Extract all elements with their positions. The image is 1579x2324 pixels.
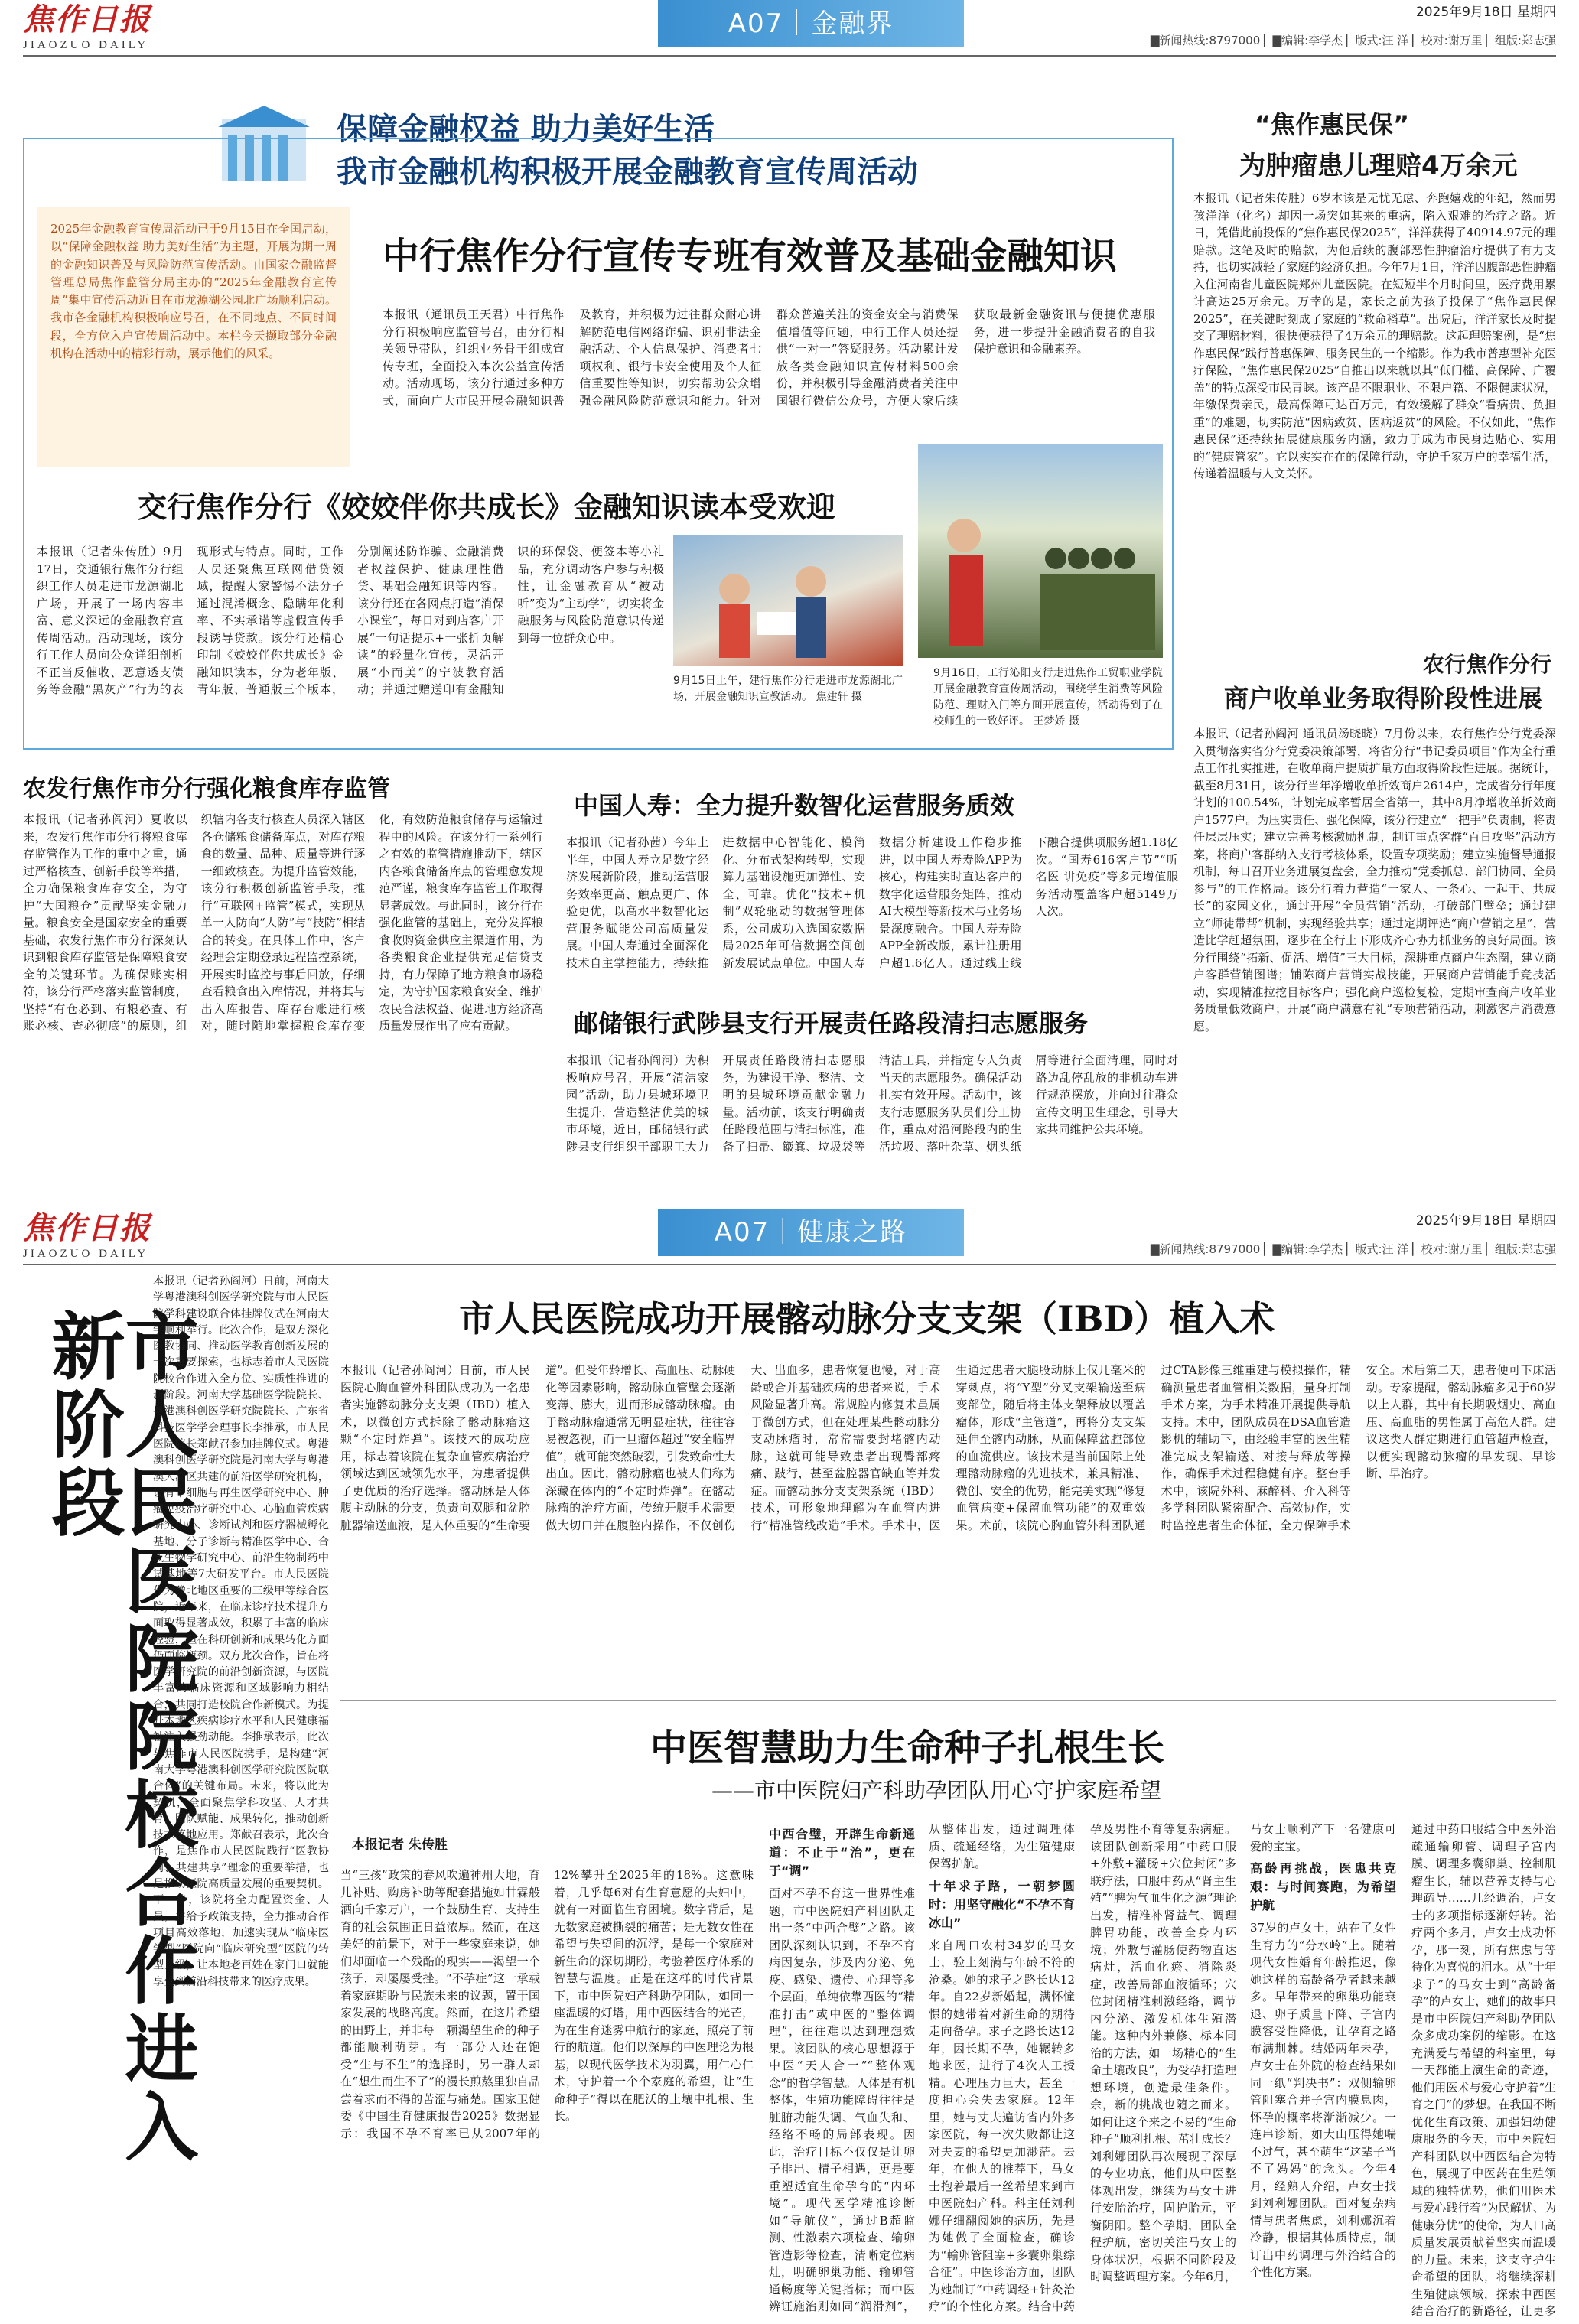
masthead-top <box>23 0 1556 54</box>
photo-caption-ccb: 9月15日上午，建行焦作分行走进市龙源湖北广场，开展金融知识宣教活动。 焦建轩 摄 <box>673 675 903 703</box>
divider <box>23 1264 1556 1265</box>
article-title-ibd: 市人民医院成功开展髂动脉分支支架（IBD）植入术 <box>459 1298 1275 1339</box>
byline-tcm: 本报记者 朱传胜 <box>352 1837 448 1853</box>
article-kicker-abc: 农行焦作分行 <box>1423 652 1552 677</box>
issue-date: 2025年9月18日 星期四 <box>1415 1213 1556 1229</box>
tcm-subhead-1: 中西合璧，开辟生命新通道：不止于“治”，更在于“调” <box>769 1827 915 1878</box>
editor-note: 2025年金融教育宣传周活动已于9月15日在全国启动，以“保障金融权益 助力美好生活”为主题，开展为期一周的金融知识普及与风险防范宣传活动。由国家金融监督管理总局焦作监管分局主办的“2025年金融教育宣传周”集中宣传活动近日在市龙源湖公园北广场顺利启动。我市各金融机构积极响应号召，在不同地点、不同时间段，全方位入户宣传周活动中。本栏今天撷取部分金融机构在活动中的精彩行动，展示他们的风采。 <box>37 207 350 467</box>
article-body-adbc: 本报讯（记者孙阎河）夏收以来，农发行焦作市分行将粮食库存监管作为工作的重中之重，通过严格核查、创新手段等举措，全力确保粮食库存安全，为守护“大国粮仓”贡献坚实金融力量。粮食安全是国家安全的重要基础，农发行焦作市分行深刻认识到粮食库存监管是保障粮食安全的关键环节。为确保账实相符，该分行严格落实监管制度，坚持“有仓必到、有粮必查、有账必核、查必彻底”的原则，组织辖内各支行核查人员深入辖区各仓储粮食储备库点，对库存粮食的数量、品种、质量等进行逐一细致核查。为提升监管效能，该分行积极创新监管手段，推行“互联网+监管”模式，实现从单一人防向“人防”与“技防”相结合的转变。在具体工作中，客户经理会定期登录远程监控系统，开展实时监控与事后回放，仔细查看粮食出入库情况，并将其与出入库报告、库存台账进行核对，随时随地掌握粮食库存变化，有效防范粮食储存与运输过程中的风险。在该分行一系列行之有效的监管措施推动下，辖区内各粮食储备库点的管理愈发规范严谨，粮食库存监管工作取得显著成效。与此同时，该分行在强化监管的基础上，充分发挥粮食收购资金供应主渠道作用，为各类粮食企业提供充足信贷支持，有力保障了地方粮食市场稳定，为守护国家粮食安全、维护农民合法权益、促进地方经济高质量发展作出了应有贡献。 <box>23 812 543 1033</box>
article-title-huiminbao: 为肿瘤患儿理赔4万余元 <box>1239 151 1518 181</box>
section-divider <box>340 1700 1556 1701</box>
article-body-tcm-a: 当“三孩”政策的春风吹遍神州大地，育儿补贴、购房补助等配套措施如甘霖般洒向千家万户，一个鼓励生育、支持生育的社会氛围正日益浓厚。然而，在这美好的前景下，对于一些家庭来说，她们却面临一个残酷的现实——渴望一个孩子，却屡屡受挫。“不孕症”这一承载着家庭期盼与民族未来的议题，置于国家发展的战略高度。然而，在这片希望的田野上，并非每一颗渴望生命的种子都能顺利萌芽。有一部分人还在饱受“生与不生”的选择时，另一群人却在“想生而生不了”的漫长煎熬里独自品尝着求而不得的苦涩与痛楚。国家卫健委《中国生育健康报告2025》数据显示：我国不孕不育率已从2007年的12%攀升至2025年的18%。这意味着，几乎每6对有生育意愿的夫妇中，就有一对面临生育困境。数字背后，是无数家庭被撕裂的痛苦；是无数女性在希望与失望间的沉浮，是每一个家庭对新生命的深切期盼，考验着医疗体系的智慧与温度。正是在这样的时代背景下，市中医院妇产科助孕团队，如同一座温暖的灯塔，用中西医结合的光芒，为在生育迷雾中航行的家庭，照亮了前行的航道。他们以深厚的中医理论为根基，以现代医学技术为羽翼，用仁心仁术，守护着一个个家庭的希望，让“生命种子”得以在肥沃的土壤中扎根、生长。 <box>340 1868 754 2140</box>
photo-caption-icbc: 9月16日，工行沁阳支行走进焦作工贸职业学院开展金融教育宣传周活动，围绕学生消费等风险防范、理财入门等方面开展宣传，活动得到了在校师生的一致好评。 王梦娇 摄 <box>933 667 1163 727</box>
article-title-abc: 商户收单业务取得阶段性进展 <box>1224 684 1543 713</box>
article-body-hospital-tail <box>23 2188 329 2310</box>
photo-icbc-event <box>918 444 1163 658</box>
issue-date: 2025年9月18日 星期四 <box>1415 5 1556 20</box>
tcm-body-c: 孕及男性不育等复杂病症。该团队创新采用“中药口服+外敷+灌肠+穴位封闭”多联疗法，口服中药从“肾主生殖”“脾为气血生化之源”理论出发，精准补肾益气、调理脾胃功能，改善全身内环境；外敷与灌肠使药物直达病灶，活血化瘀、消除炎症，改善局部血液循环；穴位封闭精准刺激经络，调节内分泌、激发机体生殖潜能。这种内外兼修、标本同治的方法，如一场精心的“生命土壤改良”，为受孕打造理想环境，创造最佳条件。 <box>1090 1822 1236 2095</box>
staff-credits: ▇新闻热线:8797000 ▏▇编辑:李学杰 ▏版式:汪 洋 ▏校对:谢万里 ▏组版:郑志强 <box>1150 34 1556 47</box>
tcm-subhead-3: 高龄再挑战，医患共克艰：与时间赛跑，为希望护航 <box>1250 1861 1396 1912</box>
article-body-hospital: 本报讯（记者孙阎河）日前，河南大学粤港澳科创医学研究院与市人民医院学科建设联合体挂牌仪式在河南大学顺利举行。此次合作，是双方深化医教协同、推动医学教育创新发展的一次重要探索，也标志着市人民医院院校合作进入全方位、实质性推进的新阶段。河南大学基础医学院院长、粤港澳科创医学研究院院长、广东省科技医学学会理事长李推承，市人民医院院长郑献召参加挂牌仪式。粤港澳科创医学研究院是河南大学与粤港澳大湾区共建的前沿医学研究机构，设有干细胞与再生医学研究中心、肿瘤免疫治疗研究中心、心脑血管疾病研究中心、诊断试剂和医疗器械孵化基地、分子诊断与精准医学中心、合成生物学研究中心、前沿生物制药中试基地等7大研发平台。市人民医院作为豫北地区重要的三级甲等综合医院，近年来，在临床诊疗技术提升方面取得显著成效，积累了丰富的临床经验，但在科研创新和成果转化方面仍面临瓶颈。双方此次合作，旨在将医学研究院的前沿创新资源，与医院丰富的临床资源和区域影响力相结合，共同打造校院合作新模式。为提升本地区疾病诊疗水平和人民健康福祉注入强劲动能。李推承表示，此次与焦作市人民医院携手，是构建“河南大学粤港澳科创医学研究院医院联合体”的关键布局。未来，将以此为契机，全面聚焦学科攻坚、人才共育、团队赋能、成果转化，推动创新技术落地应用。郑献召表示，此次合作，是焦作市人民医院践行“医教协同、共建共享”理念的重要举措，也是推动医院高质量发展的重要契机。下一步，该院将全力配置资金、人员，并给予政策支持，全力推动合作项目高效落地，加速实现从“临床医学型”医院向“临床研究型”医院的转型升级，让本地老百姓在家门口就能享受到前沿科技带来的医疗成果。 <box>153 1275 329 1988</box>
staff-credits: ▇新闻热线:8797000 ▏▇编辑:李学杰 ▏版式:汪 洋 ▏校对:谢万里 ▏组版:郑志强 <box>1150 1242 1556 1256</box>
article-kicker-huiminbao: “焦作惠民保” <box>1255 110 1410 139</box>
logo-text: 焦作日报 <box>23 1210 151 1246</box>
article-body-boc: 本报讯（通讯员王天君）中行焦作分行积极响应监管号召，由分行相关领导带队，组织业务骨干组成宣传专班，全面投入本次公益宣传活动。活动现场，该分行通过多种方式，面向广大市民开展金融知识普及教育，并积极为过往群众耐心讲解防范电信网络诈骗、识别非法金融活动、个人信息保护、消费者七项权利、银行卡安全使用及个人征信重要性等知识，切实帮助公众增强金融风险防范意识和能力。针对群众普遍关注的资金安全与消费保值增值等问题，中行工作人员还提供“一对一”答疑服务。活动累计发放各类金融知识宣传材料500余份，并积极引导金融消费者关注中国银行微信公众号，方便大家后续获取最新金融资讯与便捷优惠服务，进一步提升金融消费者的自我保护意识和金融素养。 <box>383 308 1155 408</box>
logo-subtext: JIAOZUO DAILY <box>23 1248 149 1260</box>
special-headline: 保障金融权益 助力美好生活 <box>337 112 715 147</box>
crowd-image <box>673 535 903 666</box>
vertical-headline-hospital: 市人民医院院校合作进入新阶段 <box>40 1308 199 2166</box>
article-body-chinalife: 本报讯（记者孙茜）今年上半年，中国人寿立足数字经济发展新阶段，推动运营服务效率更高、触点更广、体验更优，以高水平数智化运营服务赋能公司高质量发展。中国人寿通过全面深化技术自主掌控能力，持续推进数据中心智能化、模简化、分布式架构转型，实现算力基础设施更加弹性、安全、可靠。优化“技术+机制”双轮驱动的数据管理体系，公司成功入选国家数据局2025年可信数据空间创新发展试点单位。中国人寿数据分析建设工作稳步推进，以中国人寿寿险APP为核心，构建实时直达客户的数字化运营服务矩阵，推动AI大模型等新技术与业务场景深度融合。中国人寿寿险APP全新改版，累计注册用户超1.6亿人。通过线上线下融合提供项服务超1.18亿次。“国寿616客户节”“听名医 讲免疫”等多元增值服务活动覆盖客户超5149万人次。 <box>566 835 1178 970</box>
article-body-tcm-g: 通过中药口服结合中医外治疏通输卵管、调理子宫内膜、调理多囊卵巢、控制肌瘤生长，辅以营养支持与心理疏导……几经调治，卢女士的多项指标逐渐好转。治疗两个多月，卢女士成功怀孕，那一刻，所有焦虑与等待化为喜悦的泪水。从“十年求子”的马女士到“高龄备孕”的卢女士，她们的故事只是市中医院妇产科助孕团队众多成功案例的缩影。在这充满爱与希望的科室里，每一天都能上演生命的奇迹，他们用医术与爱心守护着“生育之门”的梦想。在我国不断优化生育政策、加强妇幼健康服务的今天，市中医院妇产科团队以中西医结合为特色，展现了中医药在生殖领域的独特优势，他们用医术与爱心践行着“为民解忧、为健康分忧”的使命，为人口高质量发展贡献着坚实而温暖的力量。未来，这支守护生命希望的团队，将继续深耕生殖健康领域，探索中西医结合治疗的新路径，让更多 <box>1411 1822 1556 2318</box>
article-title-tcm: 中医智慧助力生命种子扎根生长 <box>650 1727 1165 1769</box>
article-title-boc: 中行焦作分行宣传专班有效普及基础金融知识 <box>383 235 1118 278</box>
special-subheadline: 我市金融机构积极开展金融教育宣传周活动 <box>337 155 918 190</box>
article-title-psbc: 邮储银行武陟县支行开展责任路段清扫志愿服务 <box>574 1009 1089 1038</box>
article-body-ibd: 本报讯（记者孙阎河）日前，市人民医院心胸血管外科团队成功为一名患者实施髂动脉分支支架（IBD）植入术，以微创方式拆除了髂动脉瘤这颗“不定时炸弹”。该技术的成功应用，标志着该院在复杂血管疾病治疗领域达到区域领先水平，为患者提供了更优质的治疗选择。髂动脉是人体腹主动脉的分支，负责向双腿和盆腔脏器输送血液，是人体重要的“生命要道”。但受年龄增长、高血压、动脉硬化等因素影响，髂动脉血管壁会逐渐变薄、膨大，进而形成髂动脉瘤。由于髂动脉瘤通常无明显症状，往往容易被忽视，而一旦瘤体超过“安全临界值”，就可能突然破裂，引发致命性大出血。因此，髂动脉瘤也被人们称为深藏在体内的“不定时炸弹”。在髂动脉瘤的治疗方面，传统开腹手术需要做大切口并在腹腔内操作，不仅创伤大、出血多，患者恢复也慢，对于高龄或合并基础疾病的患者来说，手术风险显著升高。常规腔内修复术虽属于微创方式，但在处理某些髂动脉分支动脉瘤时，常常需要封堵髂内动脉，这就可能导致患者出现臀部疼痛、跛行，甚至盆腔器官缺血等并发症。而髂动脉分支支架系统（IBD）技术，可形象地理解为在血管内进行“精准管线改造”手术。手术中，医生通过患者大腿股动脉上仅几毫米的穿刺点，将“Y型”分叉支架输送至病变部位，随后将主体支架释放以覆盖瘤体，形成“主管道”，再将分支支架延伸至髂内动脉，从而保障盆腔部位的血流供应。该技术是当前国际上处理髂动脉瘤的先进技术，兼具精准、微创、安全的优势，能完美实现“修复血管病变+保留血管功能”的双重效果。术前，该院心胸血管外科团队通过CTA影像三维重建与模拟操作，精确测量患者血管相关数据，量身打制手术方案，为手术精准开展提供导航支持。术中，团队成员在DSA血管造影机的辅助下，由经验丰富的医生精准完成支架输送、对接与释放等操作，确保手术过程稳健有序。整台手术中，该院外科、麻醉科、介入科等多学科团队紧密配合、高效协作，实时监控患者生命体征，全力保障手术安全。术后第二天，患者便可下床活动。专家提醒，髂动脉瘤多见于60岁以上人群，其中有长期吸烟史、高血压、高血脂的男性属于高危人群。建议这类人群定期进行血管超声检查，以便实现髂动脉瘤的早发现、早诊断、早治疗。 <box>340 1363 1556 1532</box>
divider <box>23 55 1556 57</box>
article-body-psbc: 本报讯（记者孙阎河）为积极响应号召，开展“清洁家园”活动，助力县城环境卫生提升，营造整洁优美的城市环境，近日，邮储银行武陟县支行组织干部职工大力开展责任路段清扫志愿服务，为建设干净、整洁、文明的县城环境贡献金融力量。活动前，该支行明确责任路段范围与清扫标准，准备了扫帚、簸箕、垃圾袋等清洁工具，并指定专人负责当天的志愿服务。确保活动扎实有效开展。活动中，该支行志愿服务队员们分工协作，重点对沿河路段内的生活垃圾、落叶杂草、烟头纸屑等进行全面清理，同时对路边乱停乱放的非机动车进行规范摆放，并向过往群众宣传文明卫生理念，引导大家共同维护公共环境。 <box>566 1053 1178 1154</box>
article-body-tcm-b <box>769 1821 1075 2318</box>
masthead-bottom <box>23 1209 1556 1262</box>
tcm-subhead-2: 十年求子路，一朝梦圆时：用坚守融化“不孕不育冰山” <box>929 1878 1075 1930</box>
tcm-body-e: 余，新的挑战也随之而来。如何让这个来之不易的“生命种子”顺利扎根、茁壮成长？刘利娜团队再次展现了深厚的专业功底，他们从中医整体观出发，继续为马女士进行安胎治疗，固护胎元，平衡阴阳。整个孕期，团队全程护航，密切关注马女士的身体状况，根据不同阶段及时调整调理方案。今年6月，马女士顺利产下一名健康可爱的宝宝。 <box>1090 1822 1396 2283</box>
logo-text: 焦作日报 <box>23 2 151 37</box>
tcm-body-b: 面对不孕不育这一世界性难题，市中医院妇产科团队走出一条“中西合璧”之路。该团队深刻认识到，不孕不育病因复杂，涉及内分泌、免疫、感染、遗传、心理等多个层面，单纯依靠西医的“精准打击”或中医的“整体调理”，往往难以达到理想效果。该团队的核心思想源于中医“天人合一”“整体观念”的哲学智慧。人体是有机整体，生殖功能障碍往往是脏腑功能失调、气血失和、经络不畅的局部表现。因此，治疗目标不仅仅是让卵子排出、精子相遇，更是要重塑适宜生命孕育的“内环境”。现代医学精准诊断如“导航仪”，通过B超监测、性激素六项检查、输卵管造影等检查，清晰定位病灶，明确卵巢功能、输卵管通畅度等关键指标；而中医辨证施治则如同“润滑剂”，从整体出发，通过调理体质、疏通经络，为生殖健康保驾护航。 <box>769 1822 1075 2313</box>
tcm-body-f: 37岁的卢女士，站在了女性生育力的“分水岭”上。随着现代女性婚育年龄推迟，像她这样的高龄备孕者越来越多。早年带来的卵巢功能衰退、卵子质量下降、子宫内膜容受性降低，让孕育之路布满荆棘。结婚两年未孕，卢女士在外院的检查结果如同一纸“判决书”：双侧输卵管阻塞合并子宫内膜息肉，怀孕的概率将渐渐减少。一连串诊断，如大山压得她喘不过气，甚至萌生“这辈子当不了妈妈”的念头。今年4月，经熟人介绍，卢女士找到刘利娜团队。面对复杂病情与患者焦虑，刘利娜沉着冷静，根据其体质特点，制订出中药调理与外治结合的个性化方案。 <box>1250 1921 1396 2279</box>
logo-subtext: JIAOZUO DAILY <box>23 39 149 51</box>
article-body-huiminbao: 本报讯（记者朱传胜）6岁本该是无忧无虑、奔跑嬉戏的年纪，然而男孩洋洋（化名）却因一场突如其来的重病，陷入艰难的治疗之路。近日，凭借此前投保的“焦作惠民保2025”，洋洋获得了40914.97元的理赔款。这笔及时的赔款，为他后续的腹部恶性肿瘤治疗提供了有力支持，也切实减轻了家庭的经济负担。今年7月1日，洋洋因腹部恶性肿瘤入住河南省儿童医院郑州儿童医院。在短短半个月时间里，医疗费用累计高达25万余元。万幸的是，家长之前为孩子投保了“焦作惠民保2025”，在关键时刻成了家庭的“救命稻草”。出院后，洋洋家长及时提交了理赔材料，很快便获得了4万余元的理赔款。这起理赔案例，是“焦作惠民保”践行普惠保障、服务民生的一个缩影。作为我市普惠型补充医疗保险，“焦作惠民保2025”自推出以来就以其“低门槛、高保障、广覆盖”的特点深受市民青睐。该产品不限职业、不限户籍、不限健康状况，年缴保费亲民，最高保障可达百万元，有效缓解了群众“看病贵、负担重”的难题，切实防范“因病致贫、因病返贫”的风险。不仅如此，“焦作惠民保”还持续拓展健康服务内涵，致力于成为市民身边贴心、实用的“健康管家”。它以实实在在的保障行动，守护千家万户的幸福生活，传递着温暖与人文关怀。 <box>1193 191 1556 480</box>
article-body-abc: 本报讯（记者孙阎河 通讯员汤晓晓）7月份以来，农行焦作分行党委深入贯彻落实省分行党委决策部署，将省分行“书记委员项目”作为全行重点工作扎实推进，在收单商户提质扩量方面取得阶段性进展。据统计，截至8月31日，该分行当年净增收单折效商户2614户，完成省分行年度计划的100.54%，计划完成率暂居全省第一，其中8月净增收单折效商户1577户。为压实责任、强化保障，该分行建立“一把手”负责制，将责任层层压实；建立完善考核激励机制，制订重点客群“百日攻坚”活动方案，将商户客群纳入支行考核体系，设置专项奖励；建立实施督导通报机制，每日召开业务进展复盘会，全力推动“党委抓总、部门协同、全员参与”的工作格局。该分行着力营造“一家人、一条心、一起干、共成长”的家园文化，通过开展“全员营销”活动，打破部门壁垒；通过建立“师徒带帮”机制，实现经验共享；通过定期评选“商户营销之星”，营造比学赶超氛围，逐步在全行上下形成齐心协力抓业务的良好局面。该分行围绕“拓新、促活、增值”三大目标，深耕重点商户生态圈，建立商户客群营销图谱；铺陈商户营销实战技能，开展商户营销能手竞技活动，实现精准拉挖目标客户；强化商户巡检复检，定期审查商户收单业务质量低效商户；开展“商户满意有礼”专项营销活动，刺激客户消费意愿。 <box>1193 727 1556 1033</box>
article-body-tcm-c <box>1090 1821 1396 2318</box>
section-banner-health: A07｜健康之路 <box>658 1209 964 1256</box>
newspaper-logo[interactable] <box>23 3 176 54</box>
article-title-chinalife: 中国人寿：全力提升数智化运营服务质效 <box>574 791 1015 820</box>
students-image <box>918 444 1163 658</box>
tcm-body-d: 来自周口农村34岁的马女士，验上刻满与年龄不符的沧桑。她的求子之路长达12年。自22岁新婚起，满怀憧憬的她带着对新生命的期待走向备孕。求子之路长达12年，因长期不孕，她辗转多地求医，进行了4次人工授精。心理压力巨大，甚至一度担心会失去家庭。12年里，她与丈夫遍访省内外多家医院，每一次失败都让这对夫妻的希望更加渺茫。去年，在他人的推荐下，马女士抱着最后一丝希望来到市中医院妇产科。科主任刘利娜仔细翻阅她的病历，先是为她做了全面检查，确诊为“輸卵管阻塞+多囊卵巢综合征”。中医诊治方面，团队为她制订“中药调经+针灸治疗”的个性化方案。结合中药 <box>929 1938 1075 2313</box>
photo-ccb-event <box>673 535 903 666</box>
article-title-bocom: 交行焦作分行《姣姣伴你共成长》金融知识读本受欢迎 <box>138 490 836 524</box>
article-body-bocom: 本报讯（记者朱传胜）9月17日，交通银行焦作分行组织工作人员走进市龙源湖北广场，开展了一场内容丰富、意义深远的金融教育宣传周活动。活动现场，该分行工作人员向公众详细剖析不正当反催收、恶意透支债务等金融“黑灰产”行为的表现形式与特点。同时，工作人员还聚焦互联网借贷领域，提醒大家警惕不法分子通过混淆概念、隐瞒年化利率、不实承诺等虚假宣传手段诱导贷款。该分行还精心印制《姣姣伴你共成长》金融知识读本，分为老年版、青年版、普通版三个版本，分别阐述防诈骗、金融消费者权益保护、健康理性借贷、基础金融知识等内容。该分行还在各网点打造“消保小课堂”，每日对到店客户开展“一句话提示+一张折页解读”的轻量化宣传，灵活开展“小而美”的宁波教育活动；并通过赠送印有金融知识的环保袋、便签本等小礼品，充分调动客户参与积极性，让金融教育从“被动听”变为“主动学”，切实将金融服务与风险防范意识传递到每一位群众心中。 <box>37 545 664 696</box>
section-banner: A07｜金融界 <box>658 0 964 47</box>
newspaper-logo-2[interactable] <box>23 1212 176 1262</box>
article-title-adbc: 农发行焦作市分行强化粮食库存监管 <box>23 776 390 802</box>
article-subtitle-tcm: ——市中医院妇产科助孕团队用心守护家庭希望 <box>711 1778 1162 1803</box>
